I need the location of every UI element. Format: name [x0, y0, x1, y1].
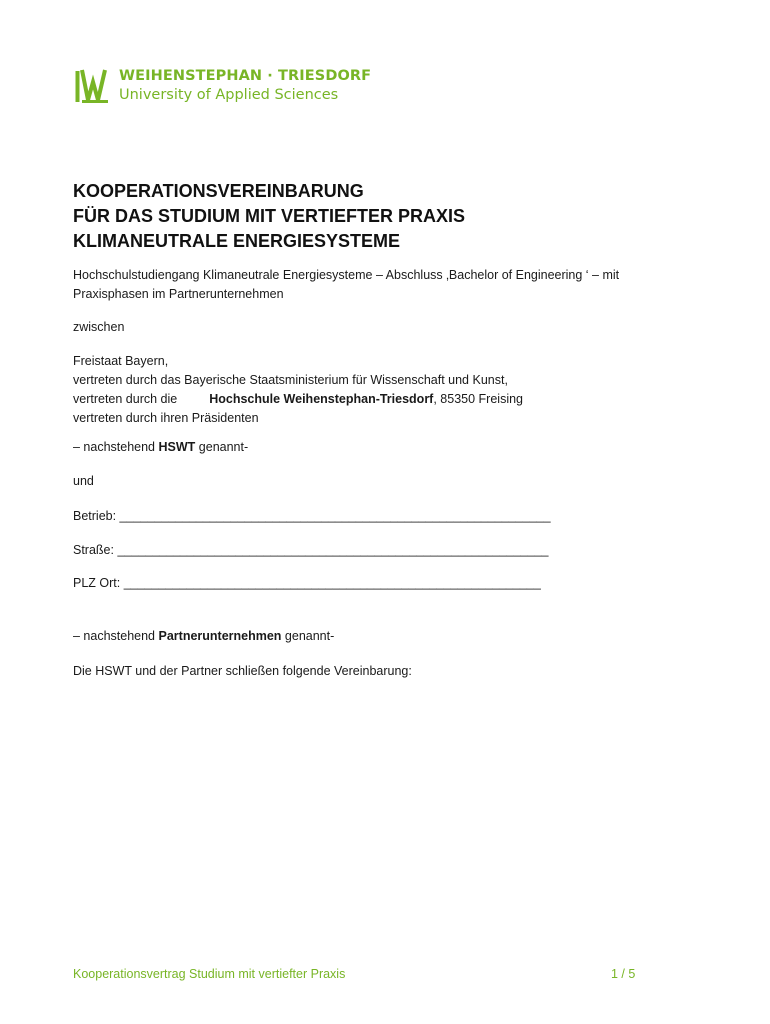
- hswt-logo-icon: [74, 66, 110, 104]
- party-1-line-2: vertreten durch das Bayerische Staatsministerium für Wissenschaft und Kunst,: [73, 373, 508, 387]
- title-line-1: KOOPERATIONSVEREINBARUNG: [73, 181, 364, 201]
- university-logo: [74, 66, 371, 104]
- logo-subtitle: University of Applied Sciences: [119, 86, 339, 103]
- intro-line-2: Praxisphasen im Partnerunternehmen: [73, 287, 284, 301]
- footer-document-name: Kooperationsvertrag Studium mit vertiefter Praxis: [73, 967, 346, 981]
- plz-ort-field[interactable]: PLZ Ort: ____________________________________________________________: [73, 576, 541, 590]
- party-1-line-3: [73, 390, 523, 409]
- title-line-2: FÜR DAS STUDIUM MIT VERTIEFTER PRAXIS: [73, 206, 466, 226]
- party-1-line-4: vertreten durch ihren Präsidenten: [73, 411, 259, 425]
- party-1-line-3-post: , 85350 Freising: [433, 392, 523, 406]
- party-1-line-3-pre: vertreten durch die: [73, 392, 178, 406]
- strasse-field[interactable]: Straße: ______________________________________________________________: [73, 543, 549, 557]
- intro-paragraph: [73, 266, 619, 304]
- document-title: [73, 179, 465, 254]
- party-1-alias-name: HSWT: [158, 440, 196, 454]
- university-name: Hochschule Weihenstephan-Triesdorf: [209, 392, 434, 406]
- between-label: zwischen: [73, 320, 125, 334]
- party-1-block: [73, 352, 523, 428]
- footer-page-number: 1 / 5: [611, 967, 636, 981]
- party-1-line-1: Freistaat Bayern,: [73, 354, 169, 368]
- party-2-alias-name: Partnerunternehmen: [158, 629, 282, 643]
- agreement-statement: Die HSWT und der Partner schließen folgende Vereinbarung:: [73, 664, 412, 678]
- title-line-3: KLIMANEUTRALE ENERGIESYSTEME: [73, 231, 401, 251]
- party-1-alias: – nachstehend HSWT genannt-: [73, 440, 249, 454]
- betrieb-field[interactable]: Betrieb: ______________________________________________________________: [73, 509, 551, 523]
- and-label: und: [73, 474, 94, 488]
- party-2-alias: – nachstehend Partnerunternehmen genannt-: [73, 629, 335, 643]
- intro-line-1: Hochschulstudiengang Klimaneutrale Energiesysteme – Abschluss ‚Bachelor of Engineering ‘ – mit: [73, 268, 620, 282]
- logo-name: WEIHENSTEPHAN · TRIESDORF: [119, 68, 372, 84]
